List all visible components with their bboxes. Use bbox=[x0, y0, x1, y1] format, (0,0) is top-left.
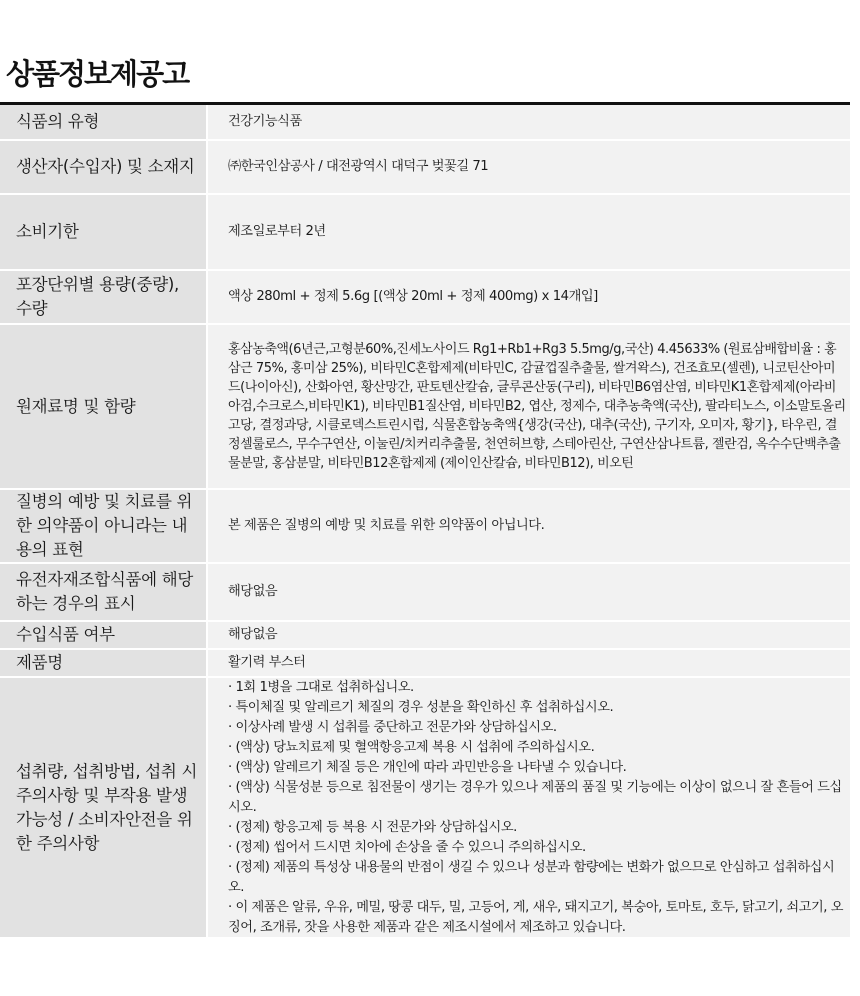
table-row-not-medicine bbox=[0, 490, 850, 564]
row-label: 포장단위별 용량(중량), 수량 bbox=[0, 271, 208, 323]
row-value: 건강기능식품 bbox=[208, 105, 850, 139]
row-value: 본 제품은 질병의 예방 및 치료를 위한 의약품이 아닙니다. bbox=[208, 490, 850, 562]
row-value: 제조일로부터 2년 bbox=[208, 195, 850, 269]
product-info-table bbox=[0, 105, 850, 937]
precaution-note: · 이 제품은 알류, 우유, 메밀, 땅콩 대두, 밀, 고등어, 게, 새우, 돼지고기, 복숭아, 토마토, 호두, 닭고기, 쇠고기, 오징어, 조개류, 잣을 사용한 제품과 같은 제조시설에서 제조하고 있습니다. bbox=[228, 900, 844, 935]
row-label: 원재료명 및 함량 bbox=[0, 325, 208, 488]
table-row-intake-precautions bbox=[0, 678, 850, 937]
row-label: 수입식품 여부 bbox=[0, 622, 208, 648]
row-value: 활기력 부스터 bbox=[208, 650, 850, 676]
row-label: 식품의 유형 bbox=[0, 105, 208, 139]
page-title: 상품정보제공고 bbox=[6, 57, 189, 91]
precaution-note: · (정제) 항응고제 등 복용 시 전문가와 상담하십시오. bbox=[228, 820, 517, 835]
row-label: 소비기한 bbox=[0, 195, 208, 269]
row-value: 해당없음 bbox=[208, 622, 850, 648]
table-row-food-type bbox=[0, 105, 850, 141]
precaution-note: · (액상) 당뇨치료제 및 혈액항응고제 복용 시 섭취에 주의하십시오. bbox=[228, 740, 595, 755]
row-value: 액상 280ml + 정제 5.6g [(액상 20ml + 정제 400mg) x 14개입] bbox=[208, 271, 850, 323]
row-label: 유전자재조합식품에 해당하는 경우의 표시 bbox=[0, 564, 208, 620]
table-row-product-name bbox=[0, 650, 850, 678]
row-label: 제품명 bbox=[0, 650, 208, 676]
precaution-note: · 이상사례 발생 시 섭취를 중단하고 전문가와 상담하십시오. bbox=[228, 720, 557, 735]
row-value: ㈜한국인삼공사 / 대전광역시 대덕구 벚꽃길 71 bbox=[208, 141, 850, 193]
row-value: 해당없음 bbox=[208, 564, 850, 620]
table-row-package-volume bbox=[0, 271, 850, 325]
row-label: 생산자(수입자) 및 소재지 bbox=[0, 141, 208, 193]
table-row-gmo bbox=[0, 564, 850, 622]
table-row-producer bbox=[0, 141, 850, 195]
precaution-note: · 특이체질 및 알레르기 체질의 경우 성분을 확인하신 후 섭취하십시오. bbox=[228, 700, 614, 715]
table-row-ingredients bbox=[0, 325, 850, 490]
row-label: 질병의 예방 및 치료를 위한 의약품이 아니라는 내용의 표현 bbox=[0, 490, 208, 562]
precaution-note: · (정제) 제품의 특성상 내용물의 반점이 생길 수 있으나 성분과 함량에는 변화가 없으므로 안심하고 섭취하십시오. bbox=[228, 860, 835, 895]
precaution-note: · (액상) 알레르기 체질 등은 개인에 따라 과민반응을 나타낼 수 있습니다. bbox=[228, 760, 627, 775]
precaution-note: · 1회 1병을 그대로 섭취하십니오. bbox=[228, 680, 414, 695]
table-row-expiry bbox=[0, 195, 850, 271]
row-label: 섭취량, 섭취방법, 섭취 시 주의사항 및 부작용 발생 가능성 / 소비자안전을 위한 주의사항 bbox=[0, 678, 208, 937]
row-value-notes bbox=[208, 678, 850, 937]
row-value: 홍삼농축액(6년근,고형분60%,진세노사이드 Rg1+Rb1+Rg3 5.5mg/g,국산) 4.45633% (원료삼배합비율 : 홍삼근 75%, 홍미삼 25%), 비타민C혼합제제(비타민C, 감귤껍질추출물, 쌀겨왁스), 건조효모(셀렌), 니코틴산아미드(나이아신), 산화아연, 황산망간, 판토텐산칼슘, 글루콘산동(구리), 비타민B6염산염, 비타민K1혼합제제(아라비아검,수크로스,비타민K1), 비타민B1질산염, 비타민B2, 엽산, 정제수, 대추농축액(국산), 팔라티노스, 이소말토올리고당, 결정과당, 시클로덱스트린시럽, 식물혼합농축액{생강(국산), 대추(국산), 구기자, 오미자, 황기}, 타우린, 결정셀룰로스, 무수구연산, 이눌린/치커리추출물, 천연허브향, 스테아린산, 구연산삼나트륨, 젤란검, 옥수수단백추출물분말, 홍삼분말, 비타민B12혼합제제 (제이인산칼슘, 비타민B12), 비오틴 bbox=[208, 325, 850, 488]
precaution-note: · (액상) 식물성분 등으로 침전물이 생기는 경우가 있으나 제품의 품질 및 기능에는 이상이 없으니 잘 흔들어 드십시오. bbox=[228, 780, 842, 815]
precaution-note: · (정제) 씹어서 드시면 치아에 손상을 줄 수 있으니 주의하십시오. bbox=[228, 840, 586, 855]
table-row-imported bbox=[0, 622, 850, 650]
